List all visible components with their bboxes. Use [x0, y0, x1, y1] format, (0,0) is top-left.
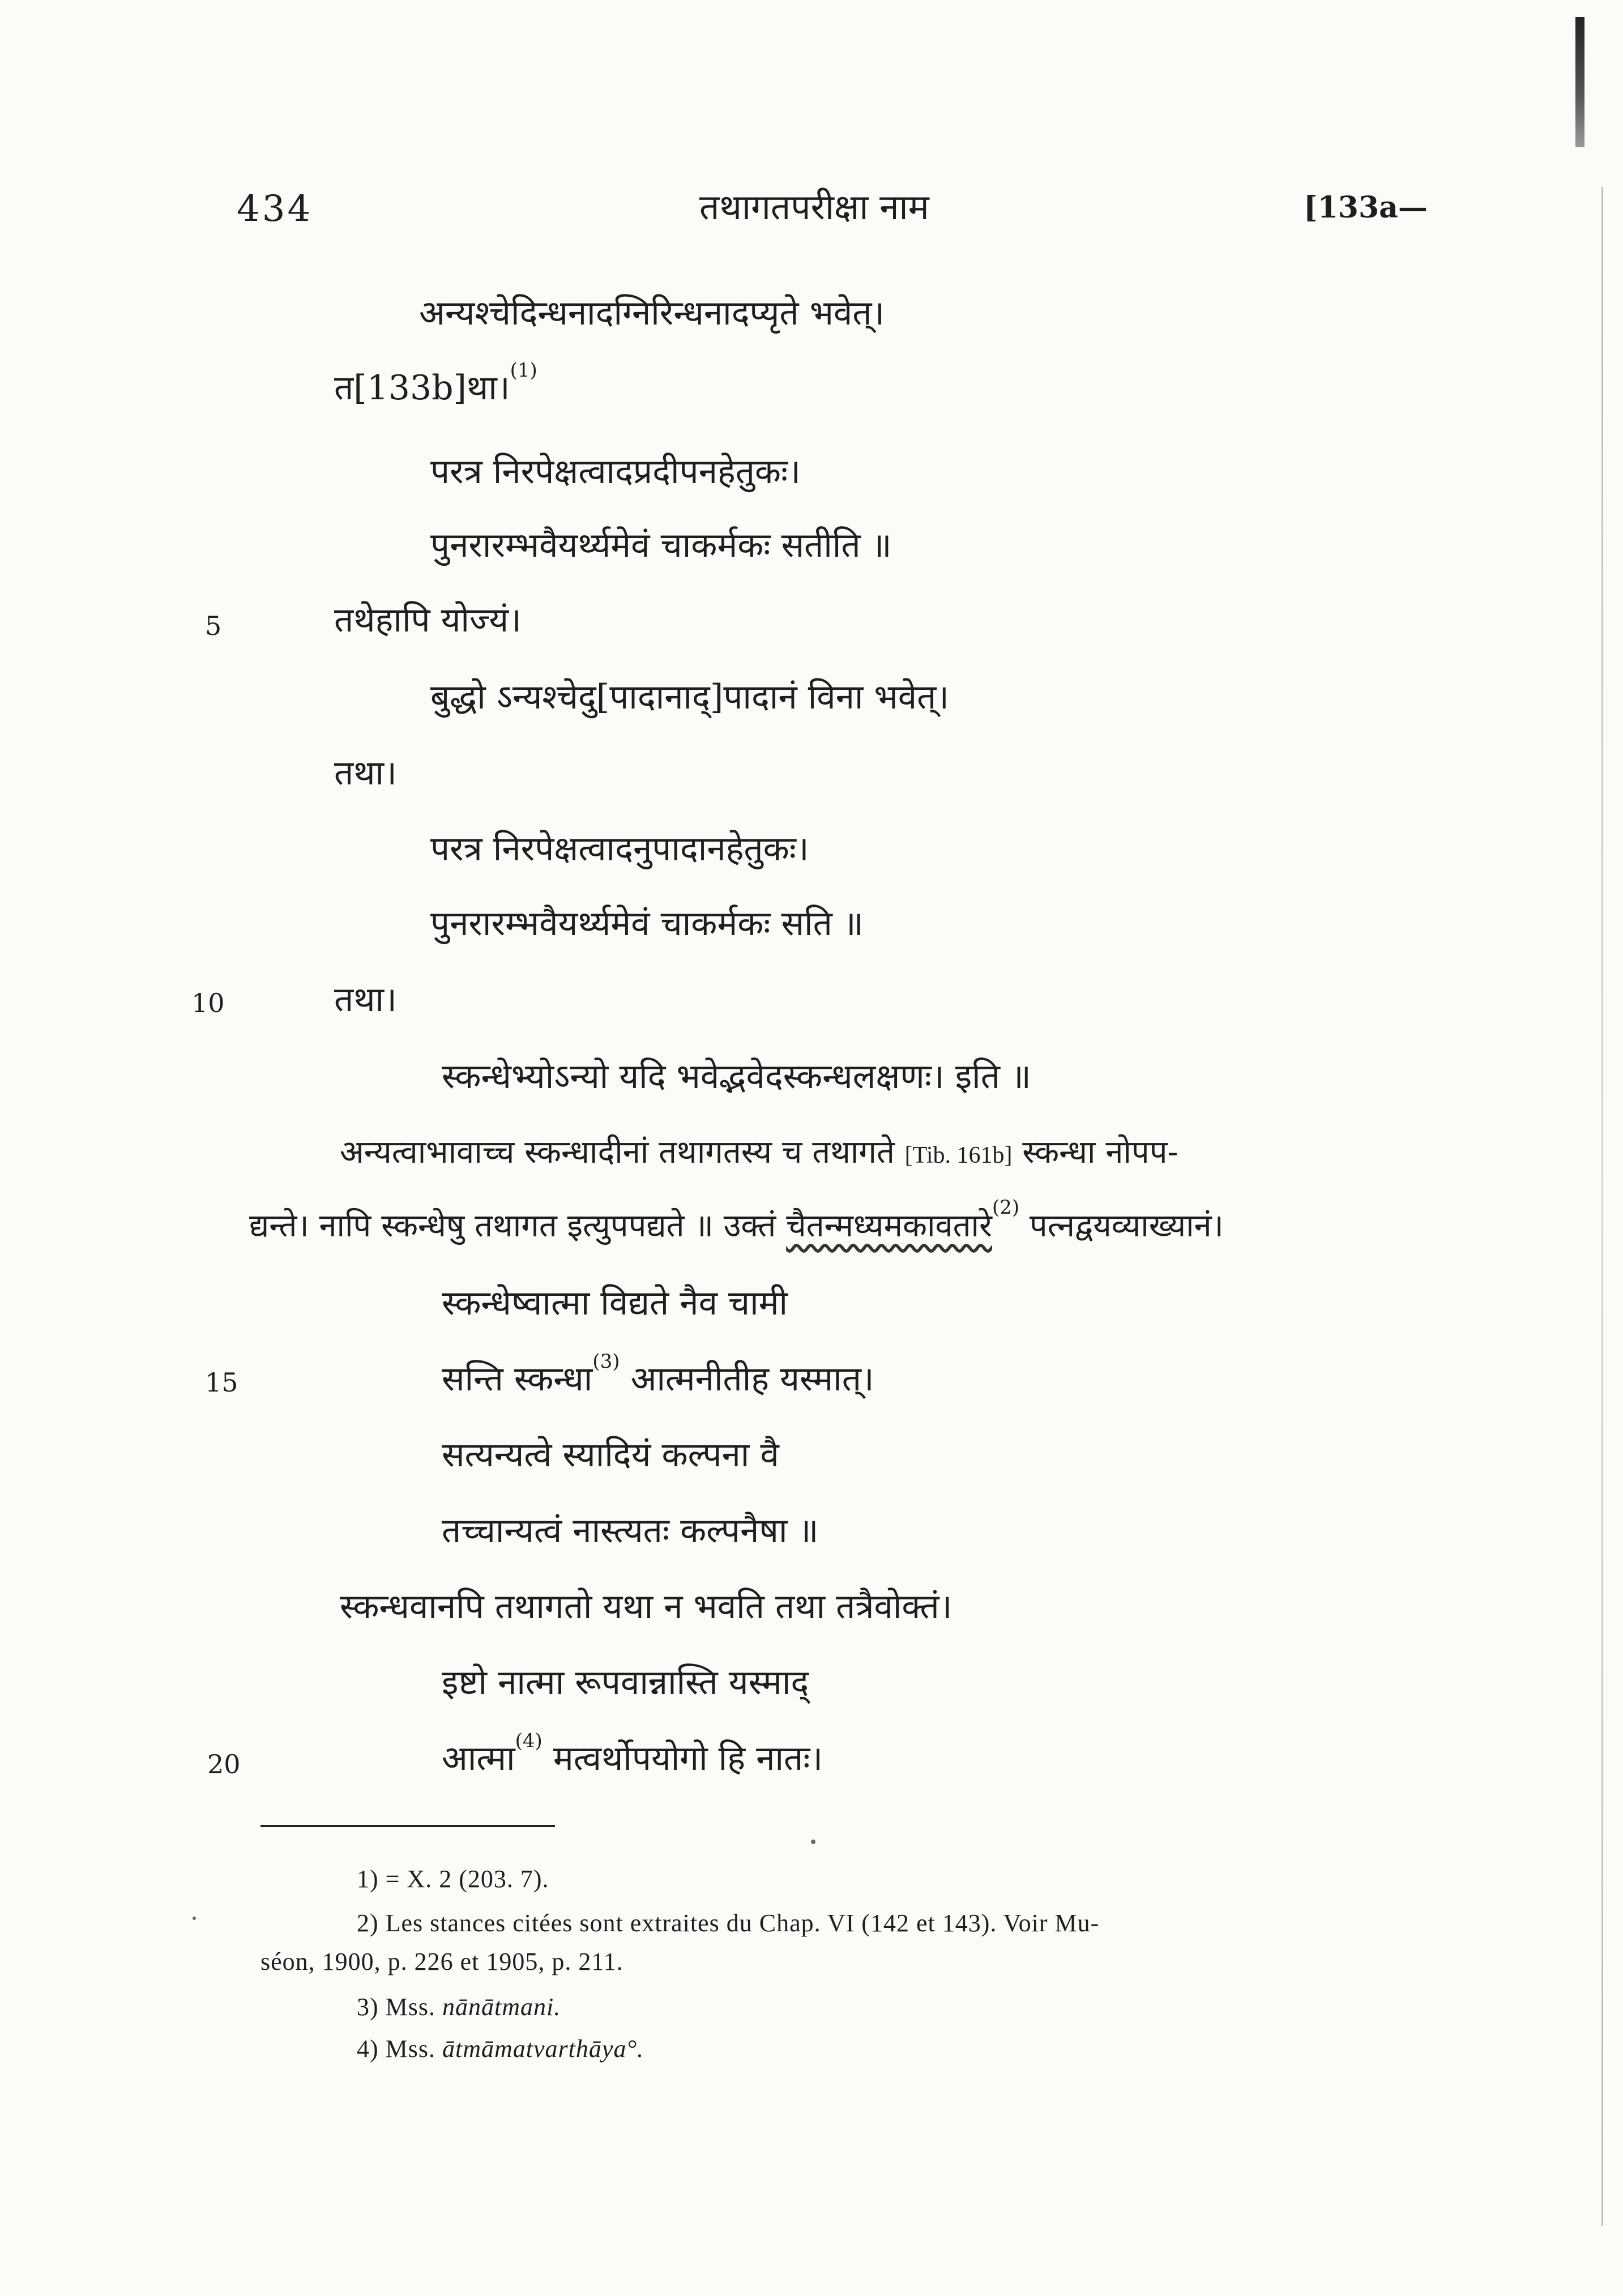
footnote-continuation: séon, 1900, p. 226 et 1905, p. 211. [260, 1948, 623, 1975]
text-line-10: तथा। [334, 980, 397, 1019]
text-line-9: पुनरारम्भवैयर्थ्यमेवं चाकर्मकः सति ॥ [430, 904, 864, 944]
text-line-16: सत्यन्यत्वे स्यादियं कल्पना वै [442, 1435, 779, 1475]
scan-speck [811, 1840, 815, 1844]
footnote-separator [260, 1825, 555, 1827]
footnote-marker: (3) [592, 1350, 620, 1373]
text-line-12: अन्यत्वाभावाच्च स्कन्धादीनां तथागतस्य च तथागते [Tib. 161b] स्कन्धा नोपप- [340, 1134, 1178, 1171]
text-line-19: इष्टो नात्मा रूपवान्नास्ति यस्माद् [442, 1663, 809, 1702]
text-line-7: तथा। [334, 753, 397, 793]
text-line-11: स्कन्धेभ्योऽन्यो यदि भवेद्भवेदस्कन्धलक्षणः। इति ॥ [442, 1057, 1031, 1096]
running-title: तथागतपरीक्षा नाम [699, 186, 929, 228]
tibetan-folio-reference: [Tib. 161b] [904, 1142, 1013, 1168]
text-line-15: सन्ति स्कन्धा$^{(3)}$ आत्मनीतीह यस्मात्। [442, 1350, 874, 1399]
footnote: 3) Mss. nānātmani. [357, 1993, 561, 2021]
scan-edge-line [1601, 187, 1603, 2226]
line-number: 10 [191, 988, 225, 1018]
footnote: 4) Mss. ātmāmatvarthāya°. [357, 2035, 644, 2063]
text-line-3: परत्र निरपेक्षत्वादप्रदीपनहेतुकः। [430, 452, 801, 492]
text-line-14: स्कन्धेष्वात्मा विद्यते नैव चामी [442, 1283, 788, 1323]
page-header [0, 182, 1623, 245]
footnote: 2) Les stances citées sont extraites du Chap. VI (142 et 143). Voir Mu- [357, 1909, 1100, 1937]
text-line-5: तथेहापि योज्यं। [334, 600, 522, 640]
scan-edge-mark [1575, 17, 1584, 147]
text-line-20: आत्मा$^{(4)}$ मत्वर्थोपयोगो हि नातः। [442, 1730, 823, 1778]
page-number: 434 [237, 188, 313, 230]
footnote-marker: (4) [515, 1730, 543, 1752]
text-line-6: बुद्धो ऽन्यश्चेदु[पादानाद्]पादानं विना भवेत्। [430, 677, 950, 717]
line-number: 5 [205, 611, 222, 641]
folio-reference: [133a— [1304, 190, 1428, 225]
text-line-17: तच्चान्यत्वं नास्त्यतः कल्पनैषा ॥ [442, 1511, 819, 1551]
text-line-4: पुनरारम्भवैयर्थ्यमेवं चाकर्मकः सतीति ॥ [430, 526, 892, 565]
wavy-underlined-title: चैतन्मध्यमकावतारे [786, 1207, 992, 1244]
text-line-2: त[133b]था।$^{(1)}$ [334, 359, 537, 408]
line-number: 15 [205, 1367, 238, 1398]
footnote-marker: (1) [510, 359, 537, 382]
text-line-13: द्यन्ते। नापि स्कन्धेषु तथागत इत्युपपद्यते ॥ उक्तं चैतन्मध्यमकावतारे$^{(2)}$ पत्नद्वयव्याख्यानं। [249, 1196, 1224, 1244]
footnote-marker: (2) [992, 1196, 1020, 1219]
text-line-8: परत्र निरपेक्षत्वादनुपादानहेतुकः। [430, 829, 809, 869]
text-line-1: अन्यश्चेदिन्धनादग्निरिन्धनादप्यृते भवेत्। [419, 293, 885, 333]
scan-speck [193, 1917, 196, 1920]
line-number: 20 [207, 1749, 241, 1779]
footnote: 1) = X. 2 (203. 7). [357, 1865, 549, 1893]
text-line-18: स्कन्धवानपि तथागतो यथा न भवति तथा तत्रैवोक्तं। [340, 1587, 953, 1627]
